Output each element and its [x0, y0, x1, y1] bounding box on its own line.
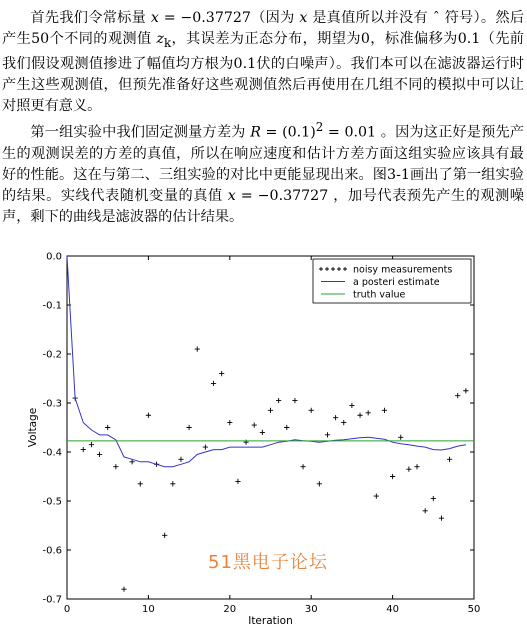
x-tick-label: 30 — [304, 604, 318, 615]
site-watermark: 51黑电子论坛 — [208, 552, 328, 573]
text-run: = −0.37727（因为 — [158, 10, 300, 26]
text-run: = (0.1) — [260, 124, 316, 141]
math-symbol: k — [163, 35, 172, 50]
legend-label: truth value — [353, 289, 406, 301]
math-symbol: R — [250, 124, 261, 141]
y-tick-label: -0.7 — [42, 594, 62, 606]
x-tick-label: 10 — [142, 604, 155, 615]
text-run: = −0.37727 ，加号代表预先产生的观测噪声，剩下的曲线是滤波器的估计结果。 — [2, 187, 524, 225]
math-symbol: x — [299, 10, 308, 26]
x-axis-label: Iteration — [248, 615, 293, 627]
x-tick-label: 0 — [63, 604, 71, 615]
math-symbol: x — [150, 10, 159, 26]
math-symbol: 2 — [315, 119, 324, 134]
paragraph-1 — [2, 8, 524, 117]
math-symbol: z — [156, 31, 164, 47]
y-tick-label: -0.2 — [42, 349, 62, 361]
text-run: 首先我们令常标量 — [30, 10, 151, 26]
y-tick-label: -0.1 — [42, 300, 62, 312]
legend-label: a posteri estimate — [353, 277, 440, 288]
math-symbol: x — [227, 187, 236, 204]
text-run: ，其误差为正态分布，期望为0，标准偏移为0.1（先前我们假设观测值掺进了幅值均方根为0.1伏的白噪声）。我们本可以在滤波器运行时产生这些观测值，但预先准备好这些观测值然后再使用在几组不同的模拟中可以让对照更有意义。 — [2, 31, 524, 114]
y-tick-label: -0.3 — [42, 398, 62, 410]
text-run: 第一组实验中我们固定测量方差为 — [30, 124, 251, 141]
legend-label: noisy measurements — [353, 264, 453, 276]
x-tick-label: 20 — [223, 604, 237, 615]
y-tick-label: 0.0 — [46, 251, 62, 263]
text-run: = 0.01 。因为这正好是预先产生的观测误差的方差的真值，所以在响应速度和估计方差方面这组实验应该具有最好的性能。这在与第二、三组实验的对比中更能显现出来。图3-1画出了第一组实验的结果。实线代表随机变量的真值 — [2, 124, 524, 204]
y-tick-label: -0.5 — [42, 496, 62, 508]
y-tick-label: -0.4 — [42, 447, 62, 459]
paragraph-2 — [2, 117, 524, 228]
y-axis-label: Voltage — [27, 407, 39, 448]
y-tick-label: -0.6 — [42, 545, 62, 557]
x-tick-label: 50 — [467, 604, 481, 615]
body-text — [2, 8, 524, 228]
text-run: 是真值所以并没有 ˆ 符号）。然后产生50个不同的观测值 — [2, 10, 525, 47]
x-tick-label: 40 — [386, 604, 399, 615]
